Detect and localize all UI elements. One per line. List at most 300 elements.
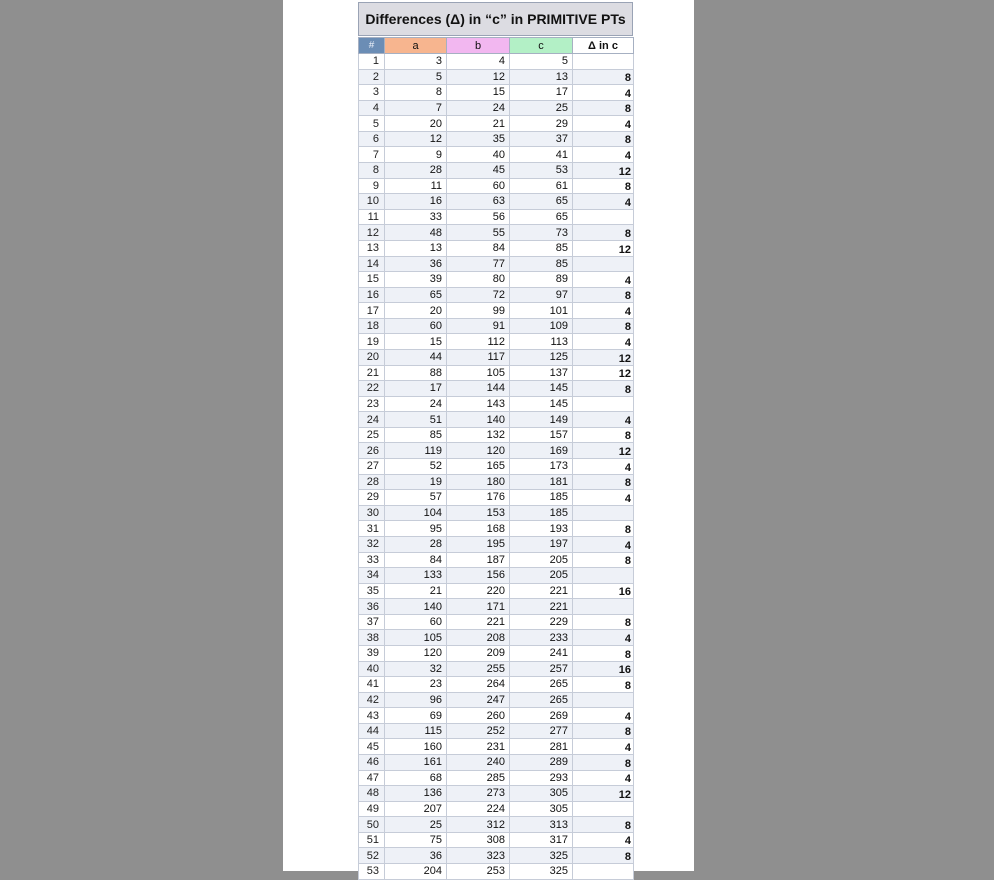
cell-a: 23 [385, 677, 447, 693]
cell-delta: 12 [573, 365, 634, 381]
cell-delta: 8 [573, 848, 634, 864]
cell-a: 51 [385, 412, 447, 428]
row-index-cell: 48 [359, 786, 385, 802]
row-index-cell: 42 [359, 692, 385, 708]
row-index-cell: 40 [359, 661, 385, 677]
cell-c: 85 [510, 240, 573, 256]
cell-b: 323 [447, 848, 510, 864]
cell-c: 125 [510, 349, 573, 365]
cell-b: 240 [447, 755, 510, 771]
table-row [359, 832, 634, 848]
cell-a: 21 [385, 583, 447, 599]
row-index-cell: 33 [359, 552, 385, 568]
cell-b: 143 [447, 396, 510, 412]
row-index-cell: 10 [359, 194, 385, 210]
cell-delta: 4 [573, 536, 634, 552]
table-row [359, 848, 634, 864]
table-row [359, 583, 634, 599]
table-row [359, 381, 634, 397]
row-index-cell: 22 [359, 381, 385, 397]
cell-c: 137 [510, 365, 573, 381]
cell-a: 60 [385, 614, 447, 630]
cell-c: 241 [510, 645, 573, 661]
table-row [359, 505, 634, 521]
cell-c: 265 [510, 677, 573, 693]
cell-c: 197 [510, 536, 573, 552]
cell-a: 136 [385, 786, 447, 802]
table-title: Differences (Δ) in “c” in PRIMITIVE PTs [358, 2, 633, 36]
row-index-cell: 26 [359, 443, 385, 459]
cell-a: 11 [385, 178, 447, 194]
cell-delta: 4 [573, 272, 634, 288]
cell-c: 293 [510, 770, 573, 786]
row-index-cell: 5 [359, 116, 385, 132]
row-index-cell: 43 [359, 708, 385, 724]
cell-delta: 4 [573, 334, 634, 350]
cell-a: 140 [385, 599, 447, 615]
cell-b: 220 [447, 583, 510, 599]
cell-a: 207 [385, 801, 447, 817]
cell-b: 15 [447, 85, 510, 101]
row-index-cell: 15 [359, 272, 385, 288]
cell-b: 99 [447, 303, 510, 319]
cell-delta: 4 [573, 147, 634, 163]
table-row [359, 194, 634, 210]
cell-b: 40 [447, 147, 510, 163]
cell-b: 12 [447, 69, 510, 85]
cell-b: 77 [447, 256, 510, 272]
cell-b: 112 [447, 334, 510, 350]
cell-a: 36 [385, 848, 447, 864]
cell-delta [573, 256, 634, 272]
cell-a: 161 [385, 755, 447, 771]
cell-b: 253 [447, 864, 510, 880]
cell-b: 208 [447, 630, 510, 646]
cell-delta: 4 [573, 770, 634, 786]
cell-b: 144 [447, 381, 510, 397]
cell-a: 36 [385, 256, 447, 272]
cell-b: 45 [447, 163, 510, 179]
cell-delta [573, 692, 634, 708]
cell-a: 20 [385, 116, 447, 132]
cell-b: 255 [447, 661, 510, 677]
cell-a: 115 [385, 723, 447, 739]
cell-delta: 4 [573, 194, 634, 210]
table-row [359, 318, 634, 334]
row-index-cell: 23 [359, 396, 385, 412]
row-index-cell: 31 [359, 521, 385, 537]
cell-c: 173 [510, 459, 573, 475]
cell-a: 69 [385, 708, 447, 724]
cell-a: 204 [385, 864, 447, 880]
cell-b: 35 [447, 131, 510, 147]
table-row [359, 708, 634, 724]
table-row [359, 739, 634, 755]
cell-b: 132 [447, 427, 510, 443]
cell-b: 308 [447, 832, 510, 848]
cell-a: 20 [385, 303, 447, 319]
cell-c: 305 [510, 786, 573, 802]
table-row [359, 240, 634, 256]
cell-a: 119 [385, 443, 447, 459]
row-index-cell: 45 [359, 739, 385, 755]
table-row [359, 163, 634, 179]
cell-a: 17 [385, 381, 447, 397]
row-index-cell: 20 [359, 349, 385, 365]
column-header-delta: Δ in c [573, 38, 634, 54]
row-index-cell: 32 [359, 536, 385, 552]
cell-a: 25 [385, 817, 447, 833]
cell-b: 264 [447, 677, 510, 693]
table-row [359, 131, 634, 147]
cell-a: 28 [385, 163, 447, 179]
row-index-cell: 21 [359, 365, 385, 381]
cell-c: 85 [510, 256, 573, 272]
cell-c: 73 [510, 225, 573, 241]
cell-delta [573, 505, 634, 521]
cell-b: 187 [447, 552, 510, 568]
cell-c: 205 [510, 568, 573, 584]
cell-a: 12 [385, 131, 447, 147]
cell-c: 13 [510, 69, 573, 85]
cell-c: 41 [510, 147, 573, 163]
cell-b: 21 [447, 116, 510, 132]
cell-a: 75 [385, 832, 447, 848]
cell-a: 8 [385, 85, 447, 101]
cell-c: 169 [510, 443, 573, 459]
cell-b: 56 [447, 209, 510, 225]
row-index-cell: 14 [359, 256, 385, 272]
cell-b: 72 [447, 287, 510, 303]
row-index-cell: 9 [359, 178, 385, 194]
row-index-cell: 12 [359, 225, 385, 241]
row-index-cell: 53 [359, 864, 385, 880]
table-row [359, 817, 634, 833]
row-index-cell: 29 [359, 490, 385, 506]
row-index-cell: 34 [359, 568, 385, 584]
cell-delta [573, 568, 634, 584]
cell-c: 229 [510, 614, 573, 630]
cell-delta [573, 801, 634, 817]
cell-c: 17 [510, 85, 573, 101]
table-row [359, 443, 634, 459]
cell-a: 19 [385, 474, 447, 490]
table-row [359, 459, 634, 475]
table-row [359, 614, 634, 630]
cell-b: 312 [447, 817, 510, 833]
table-row [359, 54, 634, 70]
cell-c: 25 [510, 100, 573, 116]
table-row [359, 225, 634, 241]
table-row [359, 630, 634, 646]
cell-delta: 8 [573, 521, 634, 537]
cell-delta [573, 209, 634, 225]
cell-a: 52 [385, 459, 447, 475]
table-row [359, 645, 634, 661]
cell-delta: 8 [573, 178, 634, 194]
cell-c: 29 [510, 116, 573, 132]
cell-c: 185 [510, 490, 573, 506]
cell-delta: 8 [573, 755, 634, 771]
cell-c: 185 [510, 505, 573, 521]
cell-a: 16 [385, 194, 447, 210]
cell-c: 221 [510, 583, 573, 599]
row-index-cell: 3 [359, 85, 385, 101]
cell-a: 84 [385, 552, 447, 568]
cell-delta: 12 [573, 240, 634, 256]
table-row [359, 786, 634, 802]
table-row [359, 770, 634, 786]
cell-a: 32 [385, 661, 447, 677]
table-row [359, 116, 634, 132]
row-index-cell: 28 [359, 474, 385, 490]
table-row [359, 599, 634, 615]
cell-delta: 16 [573, 661, 634, 677]
table-row [359, 801, 634, 817]
cell-a: 68 [385, 770, 447, 786]
cell-delta: 4 [573, 630, 634, 646]
cell-delta: 8 [573, 474, 634, 490]
cell-b: 60 [447, 178, 510, 194]
cell-delta: 8 [573, 552, 634, 568]
cell-delta: 8 [573, 100, 634, 116]
cell-b: 105 [447, 365, 510, 381]
cell-c: 281 [510, 739, 573, 755]
cell-delta [573, 599, 634, 615]
cell-delta [573, 864, 634, 880]
cell-b: 120 [447, 443, 510, 459]
row-index-cell: 24 [359, 412, 385, 428]
cell-delta: 8 [573, 69, 634, 85]
cell-c: 325 [510, 848, 573, 864]
cell-c: 193 [510, 521, 573, 537]
cell-delta: 12 [573, 443, 634, 459]
cell-b: 165 [447, 459, 510, 475]
cell-delta: 8 [573, 225, 634, 241]
cell-b: 168 [447, 521, 510, 537]
table-row [359, 349, 634, 365]
cell-delta: 8 [573, 817, 634, 833]
table-row [359, 490, 634, 506]
cell-b: 176 [447, 490, 510, 506]
row-index-cell: 38 [359, 630, 385, 646]
cell-delta: 8 [573, 427, 634, 443]
table-row [359, 147, 634, 163]
cell-delta: 8 [573, 131, 634, 147]
cell-c: 65 [510, 194, 573, 210]
cell-delta: 8 [573, 723, 634, 739]
cell-delta: 8 [573, 645, 634, 661]
cell-a: 33 [385, 209, 447, 225]
cell-delta: 12 [573, 349, 634, 365]
column-header-b: b [447, 38, 510, 54]
cell-b: 4 [447, 54, 510, 70]
row-index-cell: 25 [359, 427, 385, 443]
row-index-cell: 4 [359, 100, 385, 116]
row-index-cell: 44 [359, 723, 385, 739]
table-row [359, 474, 634, 490]
cell-c: 221 [510, 599, 573, 615]
cell-b: 252 [447, 723, 510, 739]
table-row [359, 272, 634, 288]
row-index-cell: 35 [359, 583, 385, 599]
cell-a: 96 [385, 692, 447, 708]
cell-delta [573, 396, 634, 412]
cell-c: 65 [510, 209, 573, 225]
table-row [359, 256, 634, 272]
cell-c: 113 [510, 334, 573, 350]
table-row [359, 396, 634, 412]
cell-delta: 4 [573, 412, 634, 428]
cell-a: 105 [385, 630, 447, 646]
cell-c: 149 [510, 412, 573, 428]
cell-c: 257 [510, 661, 573, 677]
cell-a: 95 [385, 521, 447, 537]
cell-b: 140 [447, 412, 510, 428]
cell-c: 37 [510, 131, 573, 147]
table-body [359, 54, 634, 880]
cell-b: 91 [447, 318, 510, 334]
row-index-cell: 18 [359, 318, 385, 334]
cell-c: 145 [510, 396, 573, 412]
cell-delta: 4 [573, 490, 634, 506]
cell-c: 89 [510, 272, 573, 288]
cell-delta: 4 [573, 708, 634, 724]
cell-c: 233 [510, 630, 573, 646]
column-header-a: a [385, 38, 447, 54]
table-row [359, 723, 634, 739]
cell-b: 63 [447, 194, 510, 210]
table-row [359, 365, 634, 381]
cell-c: 205 [510, 552, 573, 568]
cell-b: 195 [447, 536, 510, 552]
cell-a: 48 [385, 225, 447, 241]
cell-c: 101 [510, 303, 573, 319]
cell-b: 80 [447, 272, 510, 288]
cell-a: 65 [385, 287, 447, 303]
cell-a: 24 [385, 396, 447, 412]
cell-c: 277 [510, 723, 573, 739]
cell-b: 247 [447, 692, 510, 708]
cell-c: 53 [510, 163, 573, 179]
row-index-cell: 50 [359, 817, 385, 833]
table-row [359, 536, 634, 552]
cell-b: 273 [447, 786, 510, 802]
cell-a: 60 [385, 318, 447, 334]
cell-b: 231 [447, 739, 510, 755]
cell-b: 209 [447, 645, 510, 661]
cell-delta: 4 [573, 739, 634, 755]
row-index-cell: 27 [359, 459, 385, 475]
cell-a: 104 [385, 505, 447, 521]
cell-c: 109 [510, 318, 573, 334]
cell-delta: 4 [573, 303, 634, 319]
row-index-cell: 39 [359, 645, 385, 661]
cell-a: 88 [385, 365, 447, 381]
row-index-cell: 47 [359, 770, 385, 786]
cell-b: 224 [447, 801, 510, 817]
cell-a: 44 [385, 349, 447, 365]
table-row [359, 677, 634, 693]
cell-c: 97 [510, 287, 573, 303]
table-row [359, 303, 634, 319]
cell-b: 260 [447, 708, 510, 724]
column-header-index: # [359, 38, 385, 54]
row-index-cell: 41 [359, 677, 385, 693]
cell-delta: 8 [573, 287, 634, 303]
cell-delta: 8 [573, 381, 634, 397]
cell-a: 9 [385, 147, 447, 163]
row-index-cell: 37 [359, 614, 385, 630]
row-index-cell: 11 [359, 209, 385, 225]
cell-a: 85 [385, 427, 447, 443]
cell-c: 181 [510, 474, 573, 490]
cell-delta: 12 [573, 163, 634, 179]
cell-b: 117 [447, 349, 510, 365]
cell-delta: 16 [573, 583, 634, 599]
cell-b: 153 [447, 505, 510, 521]
row-index-cell: 16 [359, 287, 385, 303]
row-index-cell: 51 [359, 832, 385, 848]
table-row [359, 755, 634, 771]
cell-c: 61 [510, 178, 573, 194]
cell-a: 39 [385, 272, 447, 288]
cell-b: 55 [447, 225, 510, 241]
cell-a: 28 [385, 536, 447, 552]
cell-b: 156 [447, 568, 510, 584]
row-index-cell: 6 [359, 131, 385, 147]
cell-delta: 4 [573, 116, 634, 132]
cell-a: 15 [385, 334, 447, 350]
table-row [359, 427, 634, 443]
cell-c: 269 [510, 708, 573, 724]
pythagorean-triples-table [358, 37, 634, 880]
table-row [359, 864, 634, 880]
row-index-cell: 2 [359, 69, 385, 85]
row-index-cell: 1 [359, 54, 385, 70]
row-index-cell: 8 [359, 163, 385, 179]
cell-b: 180 [447, 474, 510, 490]
cell-c: 5 [510, 54, 573, 70]
cell-delta: 4 [573, 459, 634, 475]
table-row [359, 521, 634, 537]
cell-delta [573, 54, 634, 70]
cell-b: 24 [447, 100, 510, 116]
cell-a: 7 [385, 100, 447, 116]
table-row [359, 412, 634, 428]
row-index-cell: 19 [359, 334, 385, 350]
header-row [359, 38, 634, 54]
row-index-cell: 36 [359, 599, 385, 615]
cell-b: 84 [447, 240, 510, 256]
row-index-cell: 7 [359, 147, 385, 163]
cell-a: 3 [385, 54, 447, 70]
row-index-cell: 52 [359, 848, 385, 864]
cell-a: 5 [385, 69, 447, 85]
row-index-cell: 13 [359, 240, 385, 256]
column-header-c: c [510, 38, 573, 54]
table-row [359, 69, 634, 85]
table-row [359, 178, 634, 194]
cell-a: 57 [385, 490, 447, 506]
cell-delta: 8 [573, 677, 634, 693]
cell-c: 289 [510, 755, 573, 771]
cell-b: 221 [447, 614, 510, 630]
cell-b: 285 [447, 770, 510, 786]
table-row [359, 287, 634, 303]
cell-delta: 8 [573, 318, 634, 334]
cell-c: 145 [510, 381, 573, 397]
